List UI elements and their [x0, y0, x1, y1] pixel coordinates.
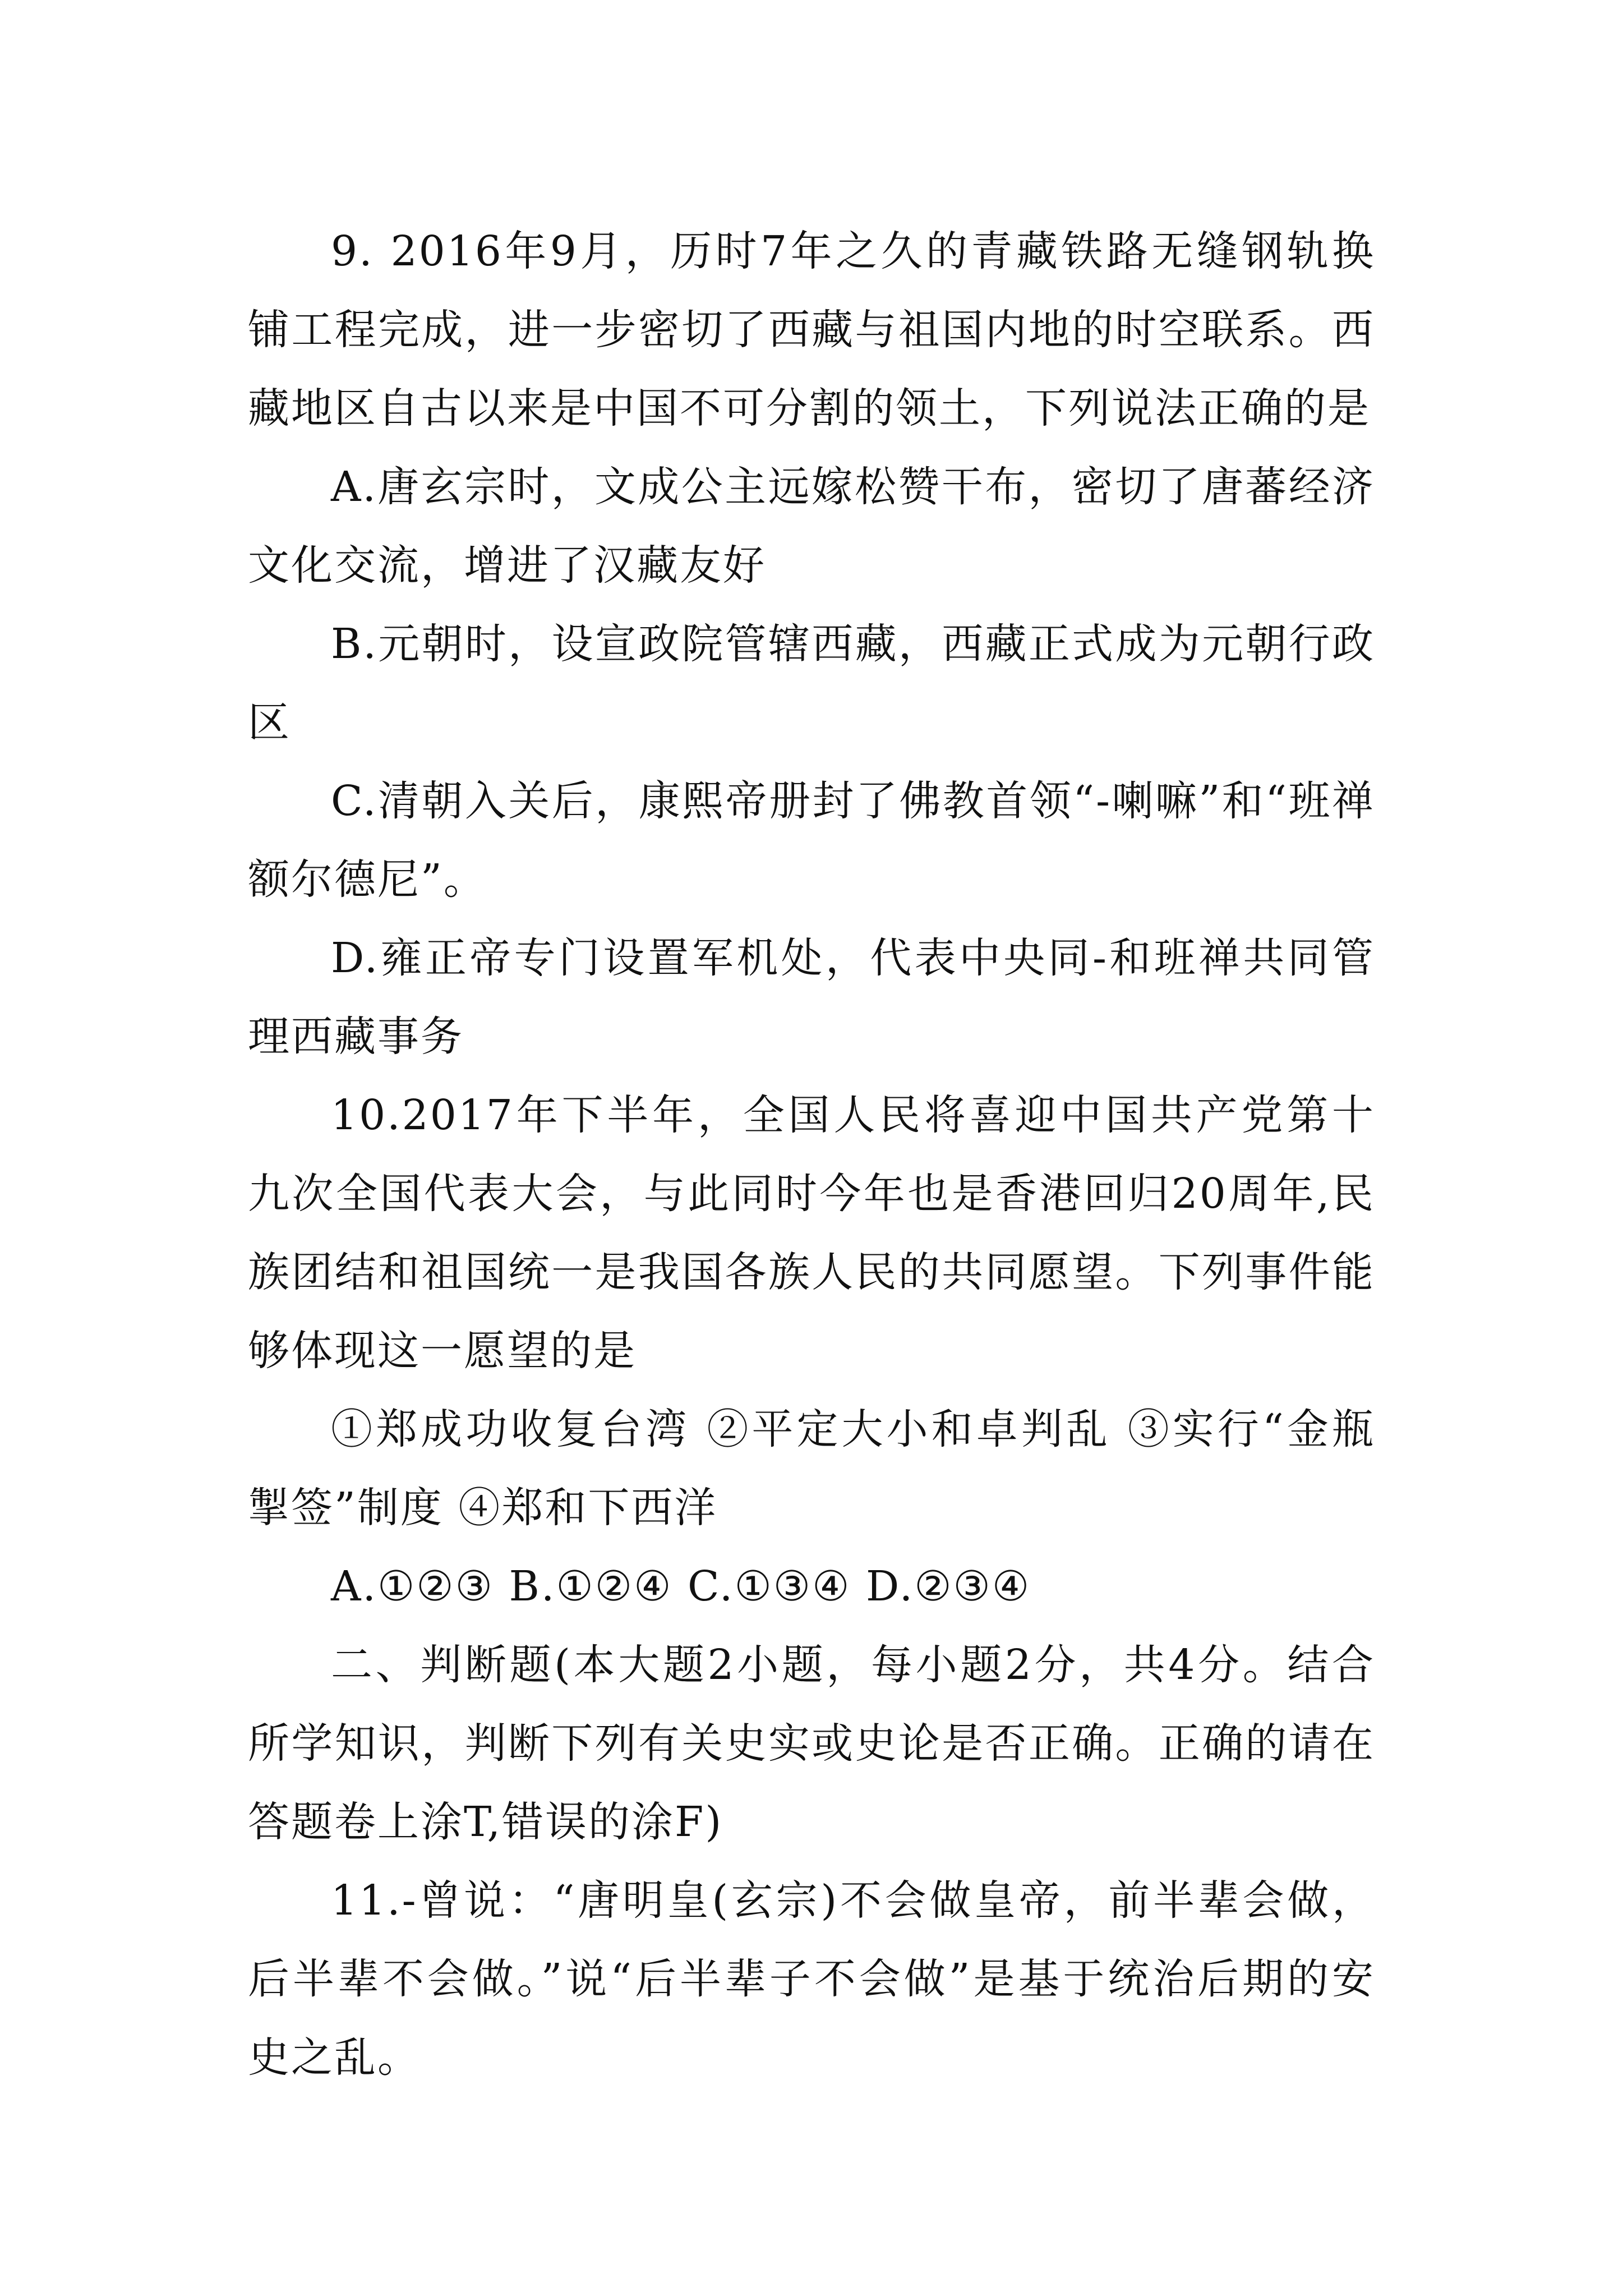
question-10-options: A.①②③ B.①②④ C.①③④ D.②③④	[331, 1562, 1031, 1611]
question-9-stem: 9. 2016年9月，历时7年之久的青藏铁路无缝钢轨换铺工程完成，进一步密切了西藏与祖国内地的时空联系。西藏地区自古以来是中国不可分割的领土，下列说法正确的是	[248, 227, 1375, 432]
question-10-statements: ①郑成功收复台湾 ②平定大小和卓判乱 ③实行“金瓶掣签”制度 ④郑和下西洋	[248, 1405, 1375, 1532]
question-9-option-c: C.清朝入关后，康熙帝册封了佛教首领“-喇嘛”和“班禅额尔德尼”。	[248, 777, 1375, 904]
question-9-option-d: D.雍正帝专门设置军机处，代表中央同-和班禅共同管理西藏事务	[248, 934, 1375, 1061]
question-9-option-a: A.唐玄宗时，文成公主远嫁松赞干布，密切了唐蕃经济文化交流，增进了汉藏友好	[248, 463, 1375, 590]
question-9-option-b: B.元朝时，设宣政院管辖西藏，西藏正式成为元朝行政区	[248, 620, 1375, 747]
question-10-stem: 10.2017年下半年，全国人民将喜迎中国共产党第十九次全国代表大会，与此同时今年也是香港回归20周年,民族团结和祖国统一是我国各族人民的共同愿望。下列事件能够体现这一愿望的是	[248, 1091, 1375, 1375]
document-page	[248, 212, 1375, 2097]
question-11-stem: 11.-曾说：“唐明皇(玄宗)不会做皇帝，前半辈会做，后半辈不会做。”说“后半辈子不会做”是基于统治后期的安史之乱。	[248, 1876, 1375, 2082]
section-two-heading: 二、判断题(本大题2小题，每小题2分，共4分。结合所学知识，判断下列有关史实或史论是否正确。正确的请在答题卷上涂T,错误的涂F)	[248, 1641, 1375, 1846]
